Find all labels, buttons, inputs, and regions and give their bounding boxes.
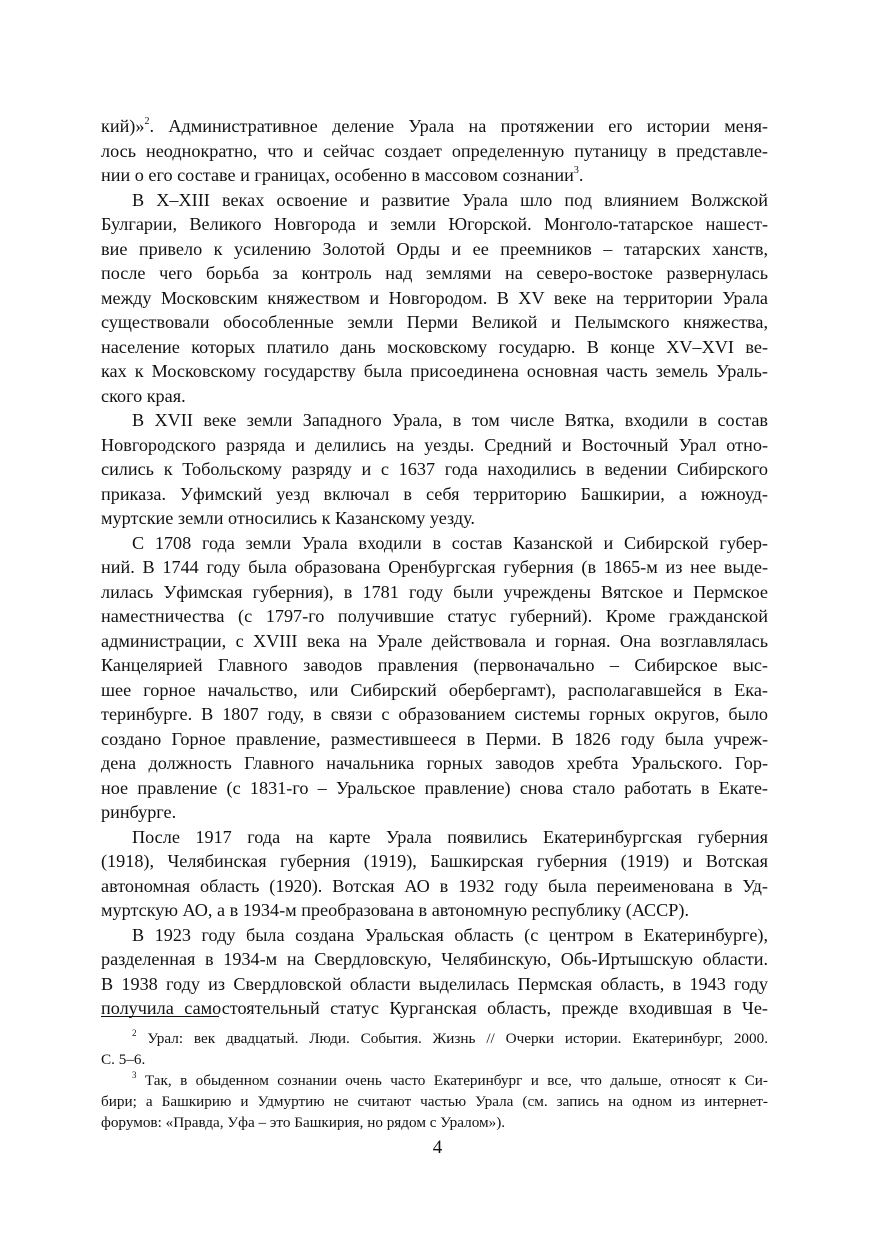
line-text: ского края. — [101, 385, 186, 406]
line-text: население которых платило дань московскому государю. В конце XV–XVI ве- — [101, 336, 768, 357]
line-text-after-ref: . Административное деление Урала на протяжении его истории меня- — [149, 116, 768, 136]
body-line — [101, 457, 768, 482]
body-line — [101, 310, 768, 335]
body-line — [101, 947, 768, 972]
line-text: создано Горное правление, разместившееся в Перми. В 1826 году была учреж- — [101, 728, 768, 749]
body-line — [101, 286, 768, 311]
body-line — [101, 408, 768, 433]
footnote-ref: 3 — [573, 164, 579, 176]
body-line — [101, 923, 768, 948]
page-number: 4 — [432, 1137, 443, 1158]
line-text: форумов: «Правда, Уфа – это Башкирия, но рядом с Уралом»). — [101, 1114, 506, 1131]
line-text: наместничества (с 1797-го получившие статус губерний). Кроме гражданской — [101, 606, 768, 626]
body-line — [101, 384, 768, 409]
line-text: бири; а Башкирию и Удмуртию не считают частью Урала (см. запись на одном из интернет- — [101, 1093, 768, 1110]
main-text — [101, 114, 768, 1021]
line-text: автономная область (1920). Вотская АО в 1932 году была переименована в Уд- — [101, 875, 768, 896]
line-text: между Московским княжеством и Новгородом. В XV веке на территории Урала — [101, 287, 768, 308]
body-line — [101, 972, 768, 997]
line-text: кий)» — [101, 116, 145, 136]
body-line — [101, 751, 768, 776]
body-line — [101, 580, 768, 605]
line-text: ках к Московскому государству была присоединена основная часть земель Ураль- — [101, 361, 768, 381]
line-text: шее горное начальство, или Сибирский обербергамт), располагавшейся в Ека- — [101, 679, 768, 700]
line-text: вие привело к усилению Золотой Орды и ее преемников – татарских ханств, — [101, 238, 768, 259]
body-line — [101, 849, 768, 874]
footnote-line — [101, 1091, 768, 1112]
body-line — [101, 237, 768, 262]
line-text: теринбурге. В 1807 году, в связи с образованием системы горных округов, было — [101, 704, 768, 724]
footnote-separator — [101, 1016, 219, 1017]
line-text: после чего борьба за контроль над землями на северо-востоке развернулась — [101, 263, 768, 283]
line-text: ний. В 1744 году была образована Оренбургская губерния (в 1865-м из нее выде- — [101, 557, 768, 577]
footnote-line — [101, 1070, 768, 1091]
line-text: существовали обособленные земли Перми Великой и Пелымского княжества, — [101, 312, 768, 332]
line-text: получила самостоятельный статус Курганская область, прежде входившая в Че- — [101, 998, 768, 1018]
line-text: муртские земли относились к Казанскому уезду. — [101, 508, 475, 528]
line-text-after-ref: . — [578, 165, 584, 185]
line-text: разделенная в 1934-м на Свердловскую, Челябинскую, Обь-Иртышскую области. — [101, 949, 768, 969]
line-text: муртскую АО, а в 1934-м преобразована в автономную республику (АССР). — [101, 900, 690, 920]
body-line — [101, 555, 768, 580]
footnote-number: 3 — [132, 1069, 137, 1080]
line-text: В 1938 году из Свердловской области выделилась Пермская область, в 1943 году — [101, 973, 768, 994]
footnote-line — [101, 1028, 768, 1049]
line-text: В XVII веке земли Западного Урала, в том числе Вятка, входили в состав — [132, 410, 768, 430]
body-line — [101, 800, 768, 825]
line-text: (1918), Челябинская губерния (1919), Башкирская губерния (1919) и Вотская — [101, 851, 768, 871]
line-text: сились к Тобольскому разряду и с 1637 года находились в ведении Сибирского — [101, 459, 768, 479]
footnotes — [101, 1028, 768, 1133]
line-text: приказа. Уфимский уезд включал в себя территорию Башкирии, а южноуд- — [101, 483, 768, 504]
line-text: ринбурге. — [101, 802, 177, 822]
body-line — [101, 678, 768, 703]
body-line — [101, 825, 768, 850]
body-line — [101, 702, 768, 727]
line-text: С. 5–6. — [101, 1051, 146, 1068]
line-text: После 1917 года на карте Урала появились Екатеринбургская губерния — [132, 826, 768, 847]
body-line — [101, 653, 768, 678]
body-line — [101, 604, 768, 629]
line-text: дена должность Главного начальника горных заводов хребта Уральского. Гор- — [101, 753, 768, 773]
footnote-line — [101, 1112, 768, 1133]
line-text: нии о его составе и границах, особенно в массовом сознании — [101, 165, 574, 185]
body-line — [101, 874, 768, 899]
body-line — [101, 506, 768, 531]
line-text: Канцелярией Главного заводов правления (первоначально – Сибирское выс- — [101, 655, 768, 675]
line-text: ное правление (с 1831-го – Уральское правление) снова стало работать в Екате- — [101, 777, 768, 798]
line-text: Булгарии, Великого Новгорода и земли Югорской. Монголо-татарское нашест- — [101, 214, 768, 234]
body-line — [101, 335, 768, 360]
body-line — [101, 139, 768, 164]
line-text: лось неоднократно, что и сейчас создает определенную путаницу в представле- — [101, 140, 768, 161]
body-line — [101, 212, 768, 237]
body-line — [101, 629, 768, 654]
line-text: администрации, с XVIII века на Урале действовала и горная. Она возглавлялась — [101, 630, 768, 651]
body-line — [101, 163, 768, 188]
body-line — [101, 898, 768, 923]
footnote-number: 2 — [132, 1027, 137, 1038]
body-line — [101, 188, 768, 213]
footnote-line — [101, 1049, 768, 1070]
body-line — [101, 776, 768, 801]
line-text: лилась Уфимская губерния), в 1781 году были учреждены Вятское и Пермское — [101, 581, 768, 602]
body-line — [101, 531, 768, 556]
body-line — [101, 114, 768, 139]
line-text: В X–XIII веках освоение и развитие Урала шло под влиянием Волжской — [132, 189, 768, 210]
line-text: Урал: век двадцатый. Люди. События. Жизнь // Очерки истории. Екатеринбург, 2000. — [136, 1030, 768, 1047]
body-line — [101, 433, 768, 458]
body-line — [101, 359, 768, 384]
body-line — [101, 727, 768, 752]
line-text: В 1923 году была создана Уральская область (с центром в Екатеринбурге), — [132, 924, 768, 945]
line-text: С 1708 года земли Урала входили в состав Казанской и Сибирской губер- — [132, 532, 768, 553]
body-line — [101, 261, 768, 286]
line-text: Так, в обыденном сознании очень часто Екатеринбург и все, что дальше, относят к Си- — [136, 1072, 768, 1089]
body-line — [101, 482, 768, 507]
footnote-ref: 2 — [144, 115, 150, 127]
line-text: Новгородского разряда и делились на уезды. Средний и Восточный Урал отно- — [101, 434, 768, 455]
